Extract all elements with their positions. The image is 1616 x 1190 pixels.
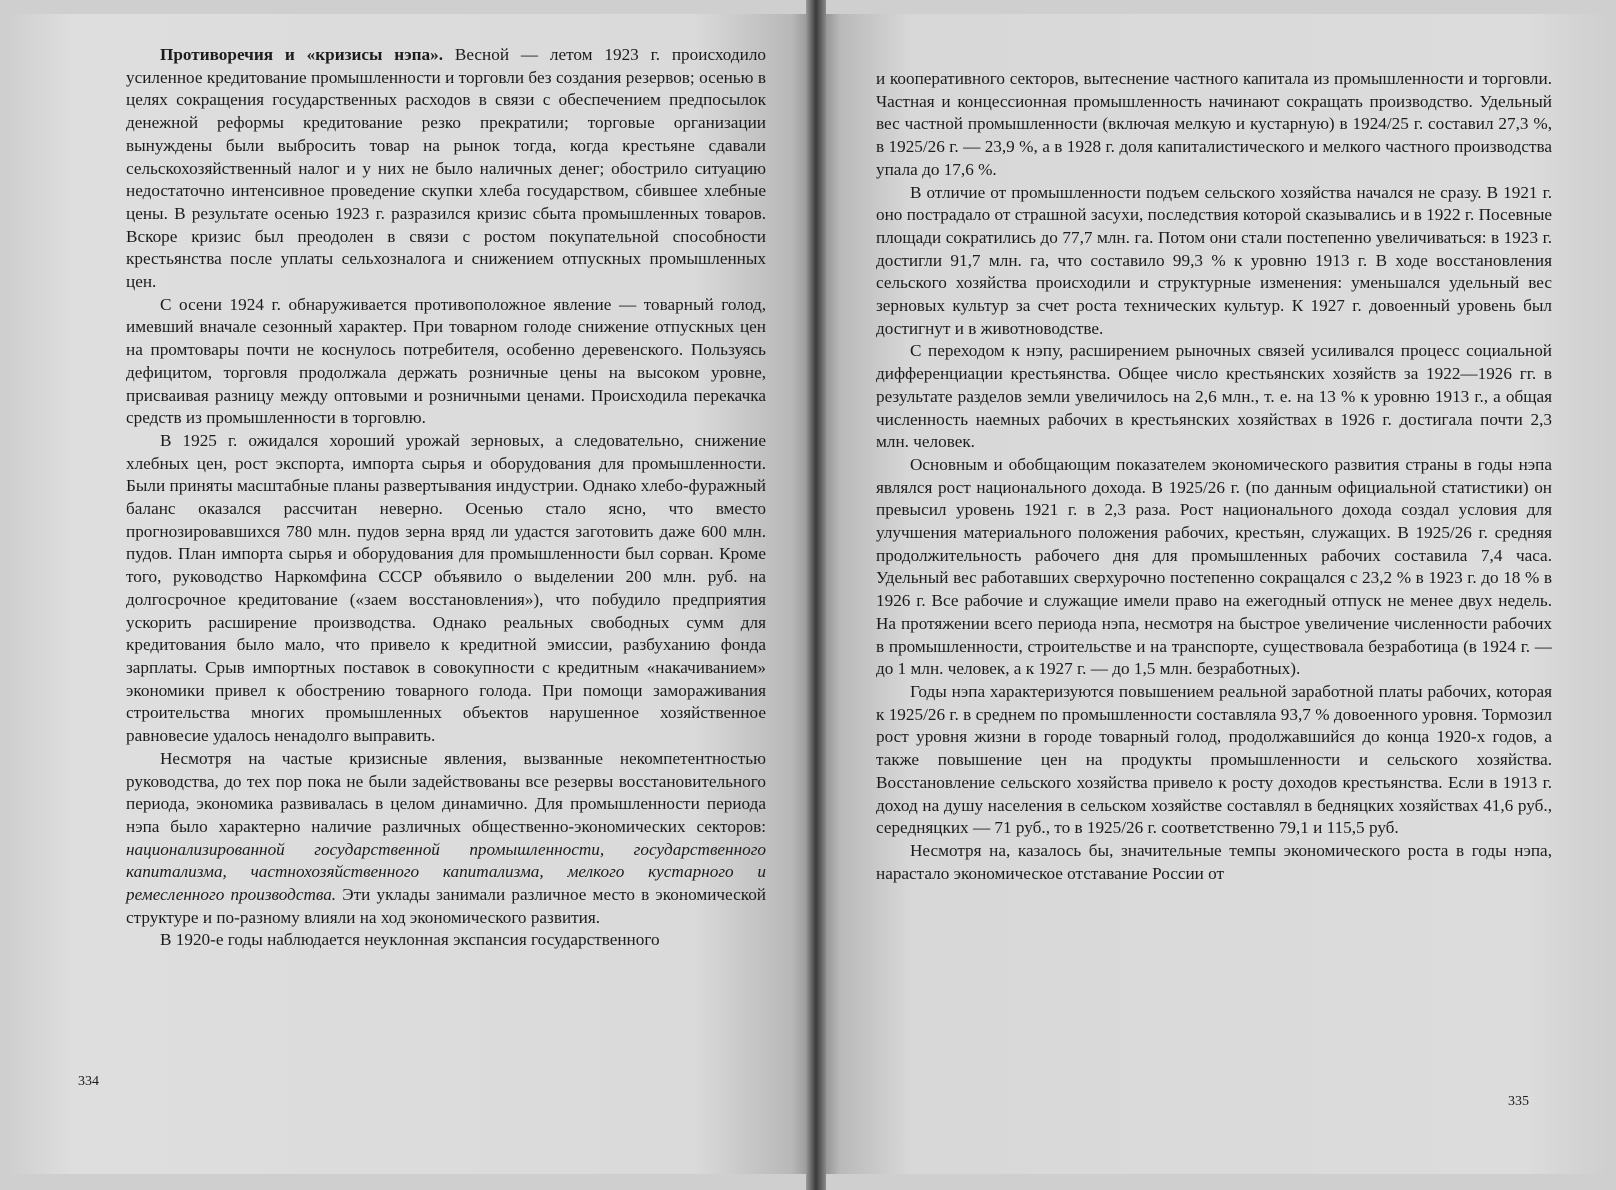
paragraph: С переходом к нэпу, расширением рыночных связей усиливался процесс социальной дифференциации крестьянства. Общее число крестьянских хозяйств за 1922—1926 гг. в результате разделов земли увеличилось на 2,6 млн., т. е. на 13 % к уровню 1913 г., а общая численность наемных рабочих в крестьянских хозяйствах в 1926 г. достигала почти 2,3 млн. человек. <box>876 341 1552 452</box>
page-number: 335 <box>1508 1094 1529 1109</box>
section-heading: Противоречия и «кризисы нэпа». <box>160 45 444 64</box>
paragraph <box>126 44 766 294</box>
paragraph-text: Несмотря на частые кризисные явления, вызванные некомпетентностью руководства, до тех пор пока не были задействованы все резервы восстановительного периода, экономика развивалась в целом динамично. Для промышленности периода нэпа было характерно наличие различных общественно-экономических секторов: <box>126 748 766 836</box>
paragraph: В отличие от промышленности подъем сельского хозяйства начался не сразу. В 1921 г. оно пострадало от страшной засухи, последствия которой сказывались и в 1922 г. Посевные площади сократились до 77,7 млн. га. Потом они стали постепенно увеличиваться: в 1923 г. достигли 91,7 млн. га, что составило 99,3 % к уровню 1913 г. В ходе восстановления сельского хозяйства происходили и структурные изменения: уменьшался удельный вес зерновых культур за счет роста технических культур. К 1927 г. довоенный уровень был достигнут и в животноводстве. <box>876 182 1552 338</box>
paragraph: В 1925 г. ожидался хороший урожай зерновых, а следовательно, снижение хлебных цен, рост экспорта, импорта сырья и оборудования для промышленности. Были приняты масштабные планы развертывания индустрии. Однако хлебо-фуражный баланс оказался рассчитан неверно. Осенью стало ясно, что вместо прогнозировавшихся 780 млн. пудов зерна вряд ли удастся заготовить даже 600 млн. пудов. План импорта сырья и оборудования для промышленности был сорван. Кроме того, руководство Наркомфина СССР объявило о выделении 200 млн. руб. на долгосрочное кредитование («заем восстановления»), что побудило предприятия ускорить расширение производства. Однако реальных свободных сумм для кредитования было мало, что привело к кредитной эмиссии, разбуханию фонда зарплаты. Срыв импортных поставок в совокупности с кредитным «накачиванием» экономики привел к обострению товарного голода. При помощи замораживания строительства многих промышленных объектов нарушенное хозяйственное равновесие удалось ненадолго выправить. <box>126 430 766 746</box>
paragraph: Несмотря на, казалось бы, значительные темпы экономического роста в годы нэпа, нарастало экономическое отставание России от <box>876 840 1552 883</box>
paragraph: Годы нэпа характеризуются повышением реальной заработной платы рабочих, которая к 1925/26 г. в среднем по промышленности составляла 93,7 % довоенного уровня. Тормозил рост уровня жизни в городе товарный голод, продолжавшийся до конца 1920-х годов, а также повышение цен на продукты промышленности и сельского хозяйства. Восстановление сельского хозяйства привело к росту доходов крестьянства. Если в 1913 г. доход на душу населения в сельском хозяйстве составлял в бедняцких хозяйствах 41,6 руб., середняцких — 71 руб., то в 1925/26 г. соответственно 79,1 и 115,5 руб. <box>876 681 1552 838</box>
right-page <box>816 14 1606 1174</box>
left-page-text <box>126 44 766 952</box>
italic-emphasis: национализированной государственной промышленности, государственного капитализма, частнохозяйственного капитализма, мелкого кустарного и ремесленного производства. <box>126 839 766 905</box>
paragraph: и кооперативного секторов, вытеснение частного капитала из промышленности и торговли. Частная и концессионная промышленность начинают сокращать производство. Удельный вес частной промышленности (включая мелкую и кустарную) в 1924/25 г. составил 27,3 %, в 1925/26 г. — 23,9 %, а в 1928 г. доля капиталистического и мелкого частного производства упала до 17,6 %. <box>876 69 1552 179</box>
right-page-text <box>876 68 1552 885</box>
paragraph <box>126 748 766 930</box>
paragraph: С осени 1924 г. обнаруживается противоположное явление — товарный голод, имевший вначале сезонный характер. При товарном голоде снижение отпускных цен на промтовары почти не коснулось потребителя, особенно деревенского. Пользуясь дефицитом, торговля продолжала держать розничные цены на высоком уровне, присваивая разницу между оптовыми и розничными ценами. Происходила перекачка средств из промышленности в торговлю. <box>126 294 766 428</box>
left-page <box>8 14 816 1174</box>
paragraph-text: Весной — летом 1923 г. происходило усиленное кредитование промышленности и торговли без создания резервов; осенью в целях сокращения государственных расходов в связи с обеспечением предпосылок денежной реформы кредитование резко прекратили; торговые организации вынуждены были выбросить товар на рынок тогда, когда крестьяне сдавали сельскохозяйственный налог и у них не было наличных денег; обострило ситуацию недостаточно интенсивное проведение скупки хлеба государством, сбившее хлебные цены. В результате осенью 1923 г. разразился кризис сбыта промышленных товаров. Вскоре кризис был преодолен в связи с ростом покупательной способности крестьянства после уплаты сельхозналога и снижением отпускных промышленных цен. <box>126 45 766 292</box>
page-number: 334 <box>78 1074 99 1089</box>
paragraph: Основным и обобщающим показателем экономического развития страны в годы нэпа являлся рост национального дохода. В 1925/26 г. (по данным официальной статистики) он превысил уровень 1921 г. в 2,3 раза. Рост национального дохода создал условия для улучшения материального положения рабочих, крестьян, служащих. В 1925/26 г. средняя продолжительность рабочего дня для промышленных рабочих составила 7,4 часа. Удельный вес работавших сверхурочно постепенно сокращался с 23,2 % в 1923 г. до 18 % в 1926 г. Все рабочие и служащие имели право на ежегодный отпуск не менее двух недель. На протяжении всего периода нэпа, несмотря на быстрое увеличение численности рабочих в промышленности, строительстве и на транспорте, существовала безработица (в 1924 г. — до 1 млн. человек, а к 1927 г. — до 1,5 млн. безработных). <box>876 454 1552 679</box>
paragraph-text: Эти уклады занимали различное место в экономической структуре и по-разному влияли на ход экономического развития. <box>126 885 767 927</box>
book-gutter <box>806 0 826 1190</box>
paragraph: В 1920-е годы наблюдается неуклонная экспансия государственного <box>160 930 660 950</box>
